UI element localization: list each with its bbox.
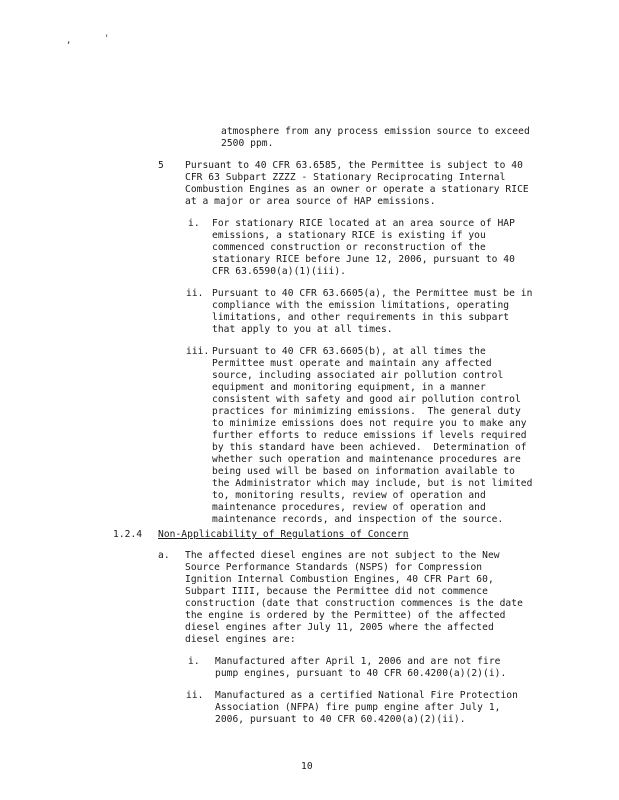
text-line: whether such operation and maintenance procedures are — [212, 454, 521, 465]
list-marker: 5 — [158, 160, 164, 171]
text-line: compliance with the emission limitations, operating — [212, 300, 510, 311]
text-line: the Administrator which may include, but is not limited — [212, 478, 533, 489]
text-line: commenced construction or reconstruction of the — [212, 242, 486, 253]
list-marker: i. — [188, 218, 200, 229]
section-number: 1.2.4 — [113, 529, 143, 540]
text-line: Subpart IIII, because the Permittee did not commence — [185, 586, 488, 597]
text-line: Association (NFPA) fire pump engine after July 1, — [215, 702, 501, 713]
scan-mark: , — [66, 36, 72, 46]
text-line: maintenance procedures, review of operation and — [212, 502, 486, 513]
text-line: by this standard have been achieved. Determination of — [212, 442, 527, 453]
text-line: the engine is ordered by the Permittee) of the affected — [185, 610, 506, 621]
text-line: that apply to you at all times. — [212, 324, 393, 335]
text-line: Permittee must operate and maintain any affected — [212, 358, 492, 369]
text-line: further efforts to reduce emissions if levels required — [212, 430, 527, 441]
list-marker: ii. — [186, 288, 204, 299]
page-number: 10 — [301, 761, 313, 772]
text-line: equipment and monitoring equipment, in a manner — [212, 382, 486, 393]
text-line: consistent with safety and good air pollution control — [212, 394, 521, 405]
text-line: pump engines, pursuant to 40 CFR 60.4200(a)(2)(i). — [215, 668, 507, 679]
text-line: maintenance records, and inspection of the source. — [212, 514, 504, 525]
text-line: limitations, and other requirements in this subpart — [212, 312, 510, 323]
text-line: Ignition Internal Combustion Engines, 40 CFR Part 60, — [185, 574, 494, 585]
text-line: diesel engines after July 11, 2005 where the affected — [185, 622, 494, 633]
text-line: 2500 ppm. — [221, 138, 274, 149]
text-line: Pursuant to 40 CFR 63.6605(a), the Permittee must be in — [212, 288, 533, 299]
text-line: Manufactured after April 1, 2006 and are not fire — [215, 656, 501, 667]
text-line: to, monitoring results, review of operation and — [212, 490, 486, 501]
text-line: being used will be based on information available to — [212, 466, 515, 477]
list-marker: iii. — [186, 346, 210, 357]
text-line: Source Performance Standards (NSPS) for Compression — [185, 562, 483, 573]
text-line: Pursuant to 40 CFR 63.6605(b), at all times the — [212, 346, 486, 357]
text-line: CFR 63 Subpart ZZZZ - Stationary Reciprocating Internal — [185, 172, 506, 183]
text-line: diesel engines are: — [185, 634, 296, 645]
text-line: to minimize emissions does not require you to make any — [212, 418, 527, 429]
list-marker: i. — [188, 656, 200, 667]
text-line: construction (date that construction commences is the date — [185, 598, 523, 609]
text-line: source, including associated air pollution control — [212, 370, 504, 381]
section-title: Non-Applicability of Regulations of Concern — [158, 529, 409, 540]
text-line: Pursuant to 40 CFR 63.6585, the Permittee is subject to 40 — [185, 160, 523, 171]
text-line: Combustion Engines as an owner or operate a stationary RICE — [185, 184, 529, 195]
text-line: stationary RICE before June 12, 2006, pursuant to 40 — [212, 254, 515, 265]
text-line: CFR 63.6590(a)(1)(iii). — [212, 266, 346, 277]
text-line: at a major or area source of HAP emissions. — [185, 196, 436, 207]
text-line: The affected diesel engines are not subject to the New — [185, 550, 500, 561]
text-line: 2006, pursuant to 40 CFR 60.4200(a)(2)(ii). — [215, 714, 466, 725]
scan-mark: ' — [104, 34, 110, 44]
text-line: practices for minimizing emissions. The general duty — [212, 406, 521, 417]
list-marker: a. — [158, 550, 170, 561]
list-marker: ii. — [186, 690, 204, 701]
text-line: Manufactured as a certified National Fire Protection — [215, 690, 518, 701]
text-line: emissions, a stationary RICE is existing if you — [212, 230, 486, 241]
text-line: atmosphere from any process emission source to exceed — [221, 126, 530, 137]
text-line: For stationary RICE located at an area source of HAP — [212, 218, 515, 229]
